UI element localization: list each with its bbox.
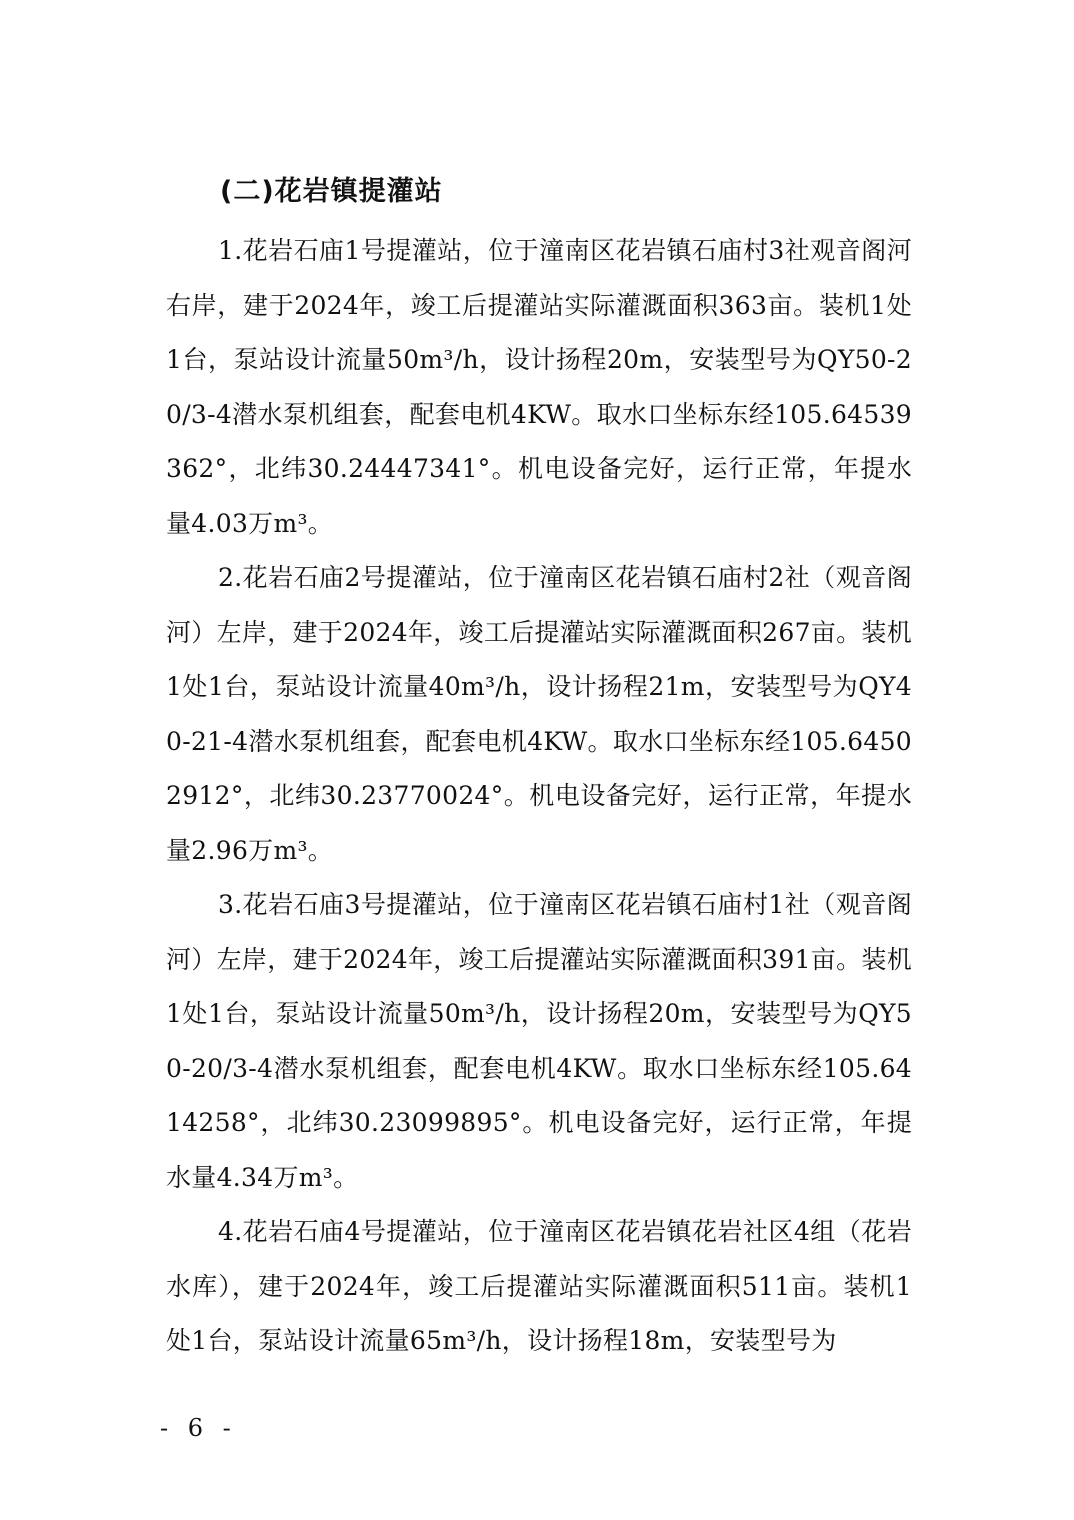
page-number: - 6 - [160, 1414, 237, 1442]
paragraph-station-4: 4.花岩石庙4号提灌站，位于潼南区花岩镇花岩社区4组（花岩水库），建于2024年，竣工后提灌站实际灌溉面积511亩。装机1处1台，泵站设计流量65m³/h，设计扬程18m，安装型号为 [166, 1217, 912, 1355]
paragraph-station-1: 1.花岩石庙1号提灌站，位于潼南区花岩镇石庙村3社观音阁河右岸，建于2024年，竣工后提灌站实际灌溉面积363亩。装机1处1台，泵站设计流量50m³/h，设计扬程20m，安装型号为QY50-20/3-4潜水泵机组套，配套电机4KW。取水口坐标东经105.64539362°，北纬30.24447341°。机电设备完好，运行正常，年提水量4.03万m³。 [166, 236, 912, 538]
paragraph-station-2: 2.花岩石庙2号提灌站，位于潼南区花岩镇石庙村2社（观音阁河）左岸，建于2024年，竣工后提灌站实际灌溉面积267亩。装机1处1台，泵站设计流量40m³/h，设计扬程21m，安装型号为QY40-21-4潜水泵机组套，配套电机4KW。取水口坐标东经105.64502912°，北纬30.23770024°。机电设备完好，运行正常，年提水量2.96万m³。 [166, 563, 912, 865]
section-heading: (二)花岩镇提灌站 [220, 176, 443, 207]
paragraph-station-3: 3.花岩石庙3号提灌站，位于潼南区花岩镇石庙村1社（观音阁河）左岸，建于2024年，竣工后提灌站实际灌溉面积391亩。装机1处1台，泵站设计流量50m³/h，设计扬程20m，安装型号为QY50-20/3-4潜水泵机组套，配套电机4KW。取水口坐标东经105.6414258°，北纬30.23099895°。机电设备完好，运行正常，年提水量4.34万m³。 [166, 890, 912, 1192]
body-text [166, 224, 912, 1369]
